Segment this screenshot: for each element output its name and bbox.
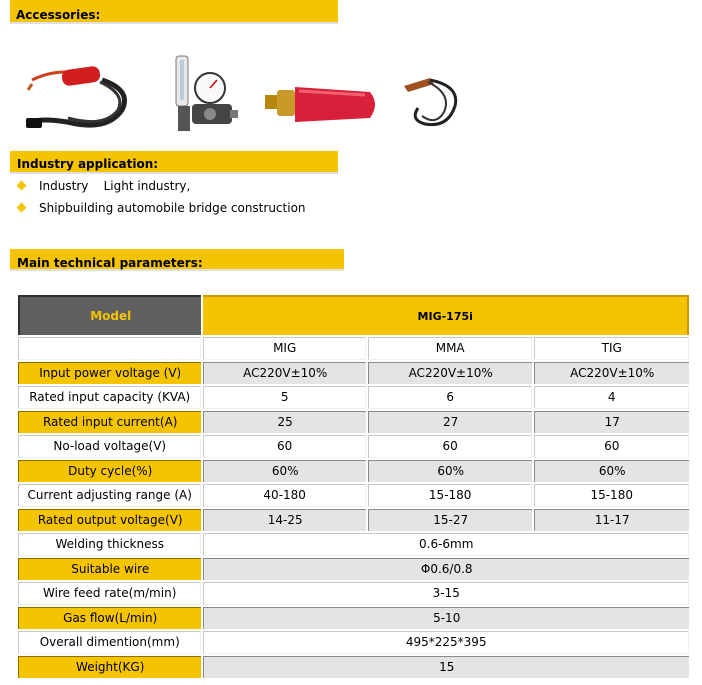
table-row <box>18 533 689 556</box>
table-row <box>18 631 689 654</box>
table-row <box>18 484 689 507</box>
cell-value: 17 <box>534 411 689 433</box>
column-header-tig: TIG <box>534 337 689 360</box>
accessories-heading <box>10 0 338 24</box>
cell-value: AC220V±10% <box>534 362 689 384</box>
parameters-table <box>16 293 691 680</box>
cell-value: 60% <box>368 460 532 482</box>
cell-value: 60 <box>534 435 689 458</box>
diamond-bullet-icon <box>17 203 27 213</box>
cell-value: 15-180 <box>368 484 532 507</box>
cell-value: 4 <box>534 386 689 409</box>
row-label: Current adjusting range (A) <box>18 484 201 507</box>
table-row <box>18 656 689 678</box>
row-label: Welding thickness <box>18 533 201 556</box>
industry-item-text: Industry Light industry, <box>39 179 191 193</box>
cell-value: 11-17 <box>534 509 689 531</box>
cell-value: AC220V±10% <box>368 362 532 384</box>
cell-value: 5 <box>203 386 366 409</box>
params-heading <box>10 249 344 271</box>
cell-value: 3-15 <box>203 582 689 605</box>
gas-flow-regulator-image <box>170 54 240 149</box>
cell-value: 60 <box>203 435 366 458</box>
cell-value: 15-27 <box>368 509 532 531</box>
cell-value: AC220V±10% <box>203 362 366 384</box>
row-label: Wire feed rate(m/min) <box>18 582 201 605</box>
row-label: Gas flow(L/min) <box>18 607 201 629</box>
cell-value: 15 <box>203 656 689 678</box>
model-label-cell: Model <box>18 295 201 335</box>
column-header-mma: MMA <box>368 337 532 360</box>
empty-header-cell <box>18 337 201 360</box>
cell-value: 14-25 <box>203 509 366 531</box>
industry-list-item <box>18 177 190 195</box>
row-label: Suitable wire <box>18 558 201 580</box>
industry-heading <box>10 151 338 174</box>
column-header-mig: MIG <box>203 337 366 360</box>
table-row <box>18 460 689 482</box>
cell-value: 15-180 <box>534 484 689 507</box>
row-label: Duty cycle(%) <box>18 460 201 482</box>
cell-value: 5-10 <box>203 607 689 629</box>
cable-connector-image <box>265 82 385 127</box>
cell-value: 60% <box>203 460 366 482</box>
model-value-cell: MIG-175i <box>203 295 689 335</box>
mig-welding-torch-image <box>22 60 137 140</box>
row-label: Weight(KG) <box>18 656 201 678</box>
cell-value: 6 <box>368 386 532 409</box>
diamond-bullet-icon <box>17 181 27 191</box>
industry-item-text: Shipbuilding automobile bridge construction <box>39 201 306 215</box>
cell-value: 495*225*395 <box>203 631 689 654</box>
table-row <box>18 362 689 384</box>
row-label: Rated input current(A) <box>18 411 201 433</box>
table-row <box>18 607 689 629</box>
cell-value: 25 <box>203 411 366 433</box>
row-label: Rated output voltage(V) <box>18 509 201 531</box>
earth-clamp-image <box>400 66 470 136</box>
cell-value: 27 <box>368 411 532 433</box>
table-row <box>18 558 689 580</box>
table-row <box>18 386 689 409</box>
table-row <box>18 435 689 458</box>
cell-value: 60 <box>368 435 532 458</box>
row-label: No-load voltage(V) <box>18 435 201 458</box>
industry-list-item <box>18 199 306 217</box>
industry-heading-text: Industry application: <box>17 157 159 171</box>
cell-value: Φ0.6/0.8 <box>203 558 689 580</box>
row-label: Input power voltage (V) <box>18 362 201 384</box>
table-row <box>18 509 689 531</box>
cell-value: 0.6-6mm <box>203 533 689 556</box>
accessories-heading-text: Accessories: <box>16 8 101 22</box>
row-label: Overall dimention(mm) <box>18 631 201 654</box>
params-heading-text: Main technical parameters: <box>17 256 203 270</box>
table-row <box>18 582 689 605</box>
cell-value: 40-180 <box>203 484 366 507</box>
cell-value: 60% <box>534 460 689 482</box>
table-row <box>18 411 689 433</box>
row-label: Rated input capacity (KVA) <box>18 386 201 409</box>
